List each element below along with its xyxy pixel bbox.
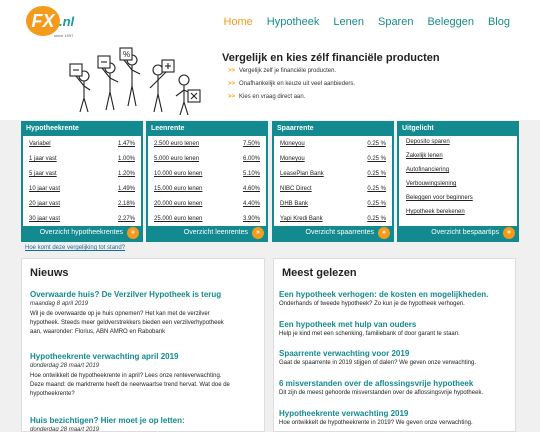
- featured-link[interactable]: Hypotheek berekenen: [406, 209, 465, 215]
- news-article-date: donderdag 28 maart 2019: [30, 363, 100, 369]
- leenrente-overview-link[interactable]: Overzicht leenrentes »: [148, 226, 266, 240]
- rate-row[interactable]: Variabel 1.47%: [29, 141, 135, 147]
- svg-text:%: %: [123, 50, 131, 59]
- spaarrente-box: [272, 121, 394, 242]
- intro-bullet: >> Vergelijk zelf je financiële producten.: [228, 68, 337, 74]
- box-header: Hypotheekrente: [23, 123, 141, 136]
- intro-title: Vergelijk en kies zélf financiële producten: [222, 52, 440, 64]
- nav-beleggen[interactable]: Beleggen: [427, 16, 474, 28]
- rate-row[interactable]: Yapi Kredi Bank 0.25 %: [280, 216, 386, 222]
- box-header: Leenrente: [148, 123, 266, 136]
- rate-row[interactable]: DHB Bank 0.25 %: [280, 201, 386, 207]
- rate-row[interactable]: 5.000 euro lenen 6.00%: [154, 156, 260, 162]
- rate-row[interactable]: Moneyou 0.25 %: [280, 156, 386, 162]
- main-nav: [223, 16, 510, 28]
- rate-row[interactable]: 20.000 euro lenen 4.40%: [154, 201, 260, 207]
- rate-row[interactable]: LeasePlan Bank 0.25 %: [280, 171, 386, 177]
- news-panel: [21, 258, 265, 432]
- box-header: Spaarrente: [274, 123, 392, 136]
- featured-link[interactable]: Autofinanciering: [406, 167, 450, 173]
- nav-lenen[interactable]: Lenen: [333, 16, 364, 28]
- popular-article-title[interactable]: Hypotheekrente verwachting 2019: [279, 409, 409, 418]
- spaarrente-overview-link[interactable]: Overzicht spaarrentes »: [274, 226, 392, 240]
- popular-article-title[interactable]: Spaarrente verwachting voor 2019: [279, 349, 410, 358]
- featured-link[interactable]: Verbouwingslening: [406, 181, 457, 187]
- news-article-date: maandag 8 april 2019: [30, 301, 89, 307]
- news-heading: Nieuws: [30, 267, 69, 279]
- rate-row[interactable]: NIBC Direct 0.25 %: [280, 186, 386, 192]
- rate-row[interactable]: 10.000 euro lenen 5.10%: [154, 171, 260, 177]
- popular-article-text: Gaat de spaarrente in 2019 stijgen of dalen? We geven onze verwachting.: [279, 360, 477, 366]
- rate-row[interactable]: 30 jaar vast 2.27%: [29, 216, 135, 222]
- nav-hypotheek[interactable]: Hypotheek: [266, 16, 320, 28]
- popular-article-text: Dit zijn de meest gehoorde misverstanden over de aflossingsvrije hypotheek.: [279, 390, 484, 396]
- news-article-title[interactable]: Hypotheekrente verwachting april 2019: [30, 352, 179, 361]
- news-article-title[interactable]: Overwaarde huis? De Verzilver Hypotheek is terug: [30, 290, 222, 299]
- popular-panel: [273, 258, 516, 432]
- news-article-text: Wil je de overwaarde op je huis opnemen? Het kan met de verzilver hypotheek. Steeds meer geldverstrekkers bieden een verzilverhypotheek aan, waaronder: Florius, ABN AMRO en Rabobank: [30, 311, 224, 335]
- arrow-right-icon: »: [252, 227, 264, 239]
- popular-article-text: Help je kind met een schenking, familiebank of door garant te staan.: [279, 331, 460, 337]
- popular-article-title[interactable]: 6 misverstanden over de aflossingsvrije hypotheek: [279, 379, 474, 388]
- header: [0, 0, 540, 44]
- rate-row[interactable]: 15.000 euro lenen 4.60%: [154, 186, 260, 192]
- logo-suffix: .nl: [59, 14, 75, 29]
- nav-sparen[interactable]: Sparen: [377, 16, 414, 28]
- news-article-title[interactable]: Huis bezichtigen? Hier moet je op letten:: [30, 416, 185, 425]
- arrow-right-icon: »: [378, 227, 390, 239]
- arrow-icon: >>: [228, 68, 236, 74]
- popular-article-title[interactable]: Een hypotheek met hulp van ouders: [279, 320, 417, 329]
- bespaartips-overview-link[interactable]: Overzicht bespaartips »: [399, 226, 517, 240]
- arrow-icon: >>: [228, 94, 236, 100]
- uitgelicht-box: [397, 121, 519, 242]
- news-article-text: Hoe ontwikkelt de hypotheekrente in april? Lees onze renteverwachting. Deze maand: de marktrente heeft de neerwaartse trend hervat. Wat doe de hypotheekrente?: [30, 373, 230, 397]
- featured-link[interactable]: Deposito sparen: [406, 139, 450, 145]
- people-illustration: [66, 46, 202, 116]
- nav-blog[interactable]: Blog: [487, 16, 510, 28]
- comparison-info-link[interactable]: Hoe komt deze vergelijking tot stand?: [25, 245, 126, 251]
- featured-link[interactable]: Zakelijk lenen: [406, 153, 443, 159]
- rate-row[interactable]: 10 jaar vast 1.49%: [29, 186, 135, 192]
- popular-article-text: Onderhands of tweede hypotheek? Zo kun je de hypotheek verhogen.: [279, 301, 465, 307]
- rate-row[interactable]: 20 jaar vast 2.18%: [29, 201, 135, 207]
- rate-row[interactable]: Moneyou 0.25 %: [280, 141, 386, 147]
- nav-home[interactable]: Home: [223, 16, 253, 28]
- rate-row[interactable]: 1 jaar vast 1.00%: [29, 156, 135, 162]
- arrow-right-icon: »: [127, 227, 139, 239]
- arrow-right-icon: »: [503, 227, 515, 239]
- logo-tagline: since 1997: [54, 33, 74, 38]
- hypotheekrente-box: [21, 121, 143, 242]
- leenrente-box: [146, 121, 268, 242]
- hypotheekrente-overview-link[interactable]: Overzicht hypotheekrentes »: [23, 226, 141, 240]
- popular-article-title[interactable]: Een hypotheek verhogen: de kosten en mogelijkheden.: [279, 290, 489, 299]
- intro-bullet: >> Kies en vraag direct aan.: [228, 94, 306, 100]
- logo-mark: FX: [26, 6, 60, 36]
- popular-heading: Meest gelezen: [282, 267, 357, 279]
- arrow-icon: >>: [228, 81, 236, 87]
- news-article-date: donderdag 28 maart 2019: [30, 427, 100, 432]
- rate-row[interactable]: 2.500 euro lenen 7.50%: [154, 141, 260, 147]
- featured-link[interactable]: Beleggen voor beginners: [406, 195, 473, 201]
- rate-row[interactable]: 25.000 euro lenen 3.90%: [154, 216, 260, 222]
- rate-row[interactable]: 5 jaar vast 1.20%: [29, 171, 135, 177]
- intro-bullet: >> Onafhankelijk en keuze uit veel aanbieders.: [228, 81, 356, 87]
- popular-article-text: Hoe ontwikkelt de hypotheekrente in 2019? We geven onze verwachting.: [279, 420, 473, 426]
- logo[interactable]: [26, 6, 78, 40]
- box-header: Uitgelicht: [399, 123, 517, 136]
